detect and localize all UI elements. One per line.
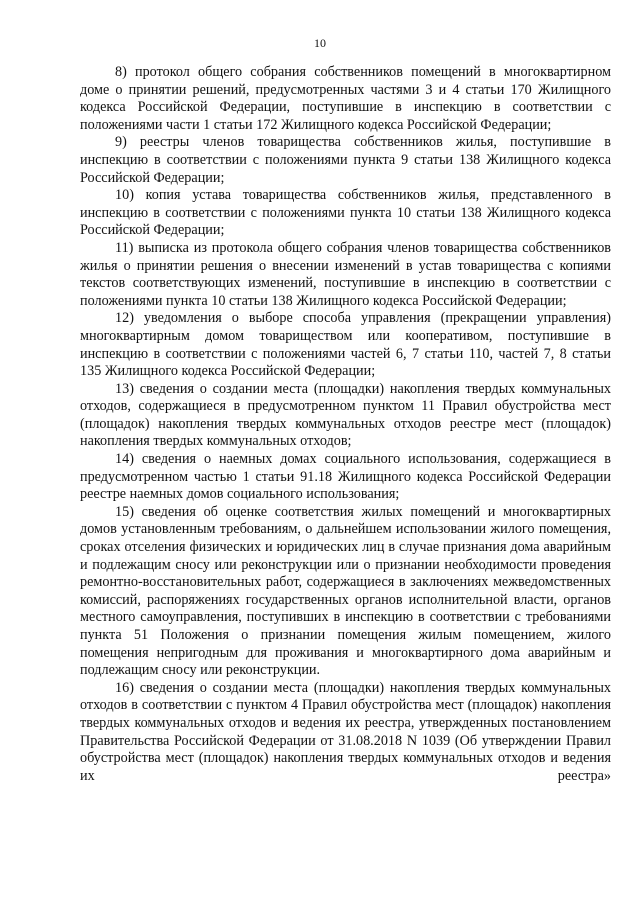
document-body bbox=[80, 64, 611, 785]
list-item-8: 8) протокол общего собрания собственников помещений в многоквартирном доме о принятии решений, предусмотренных частями 3 и 4 статьи 170 Жилищного кодекса Российской Федерации, поступившие в инспекцию в соответствии с положениями части 1 статьи 172 Жилищного кодекса Российской Федерации; bbox=[80, 64, 611, 133]
list-item-11: 11) выписка из протокола общего собрания членов товарищества собственников жилья о принятии решения о внесении изменений в устав товарищества с копиями текстов соответствующих изменений, поступившие в инспекцию в соответствии с положениями пункта 10 статьи 138 Жилищного кодекса Российской Федерации; bbox=[80, 239, 611, 309]
list-item-9: 9) реестры членов товарищества собственников жилья, поступившие в инспекцию в соответствии с положениями пункта 9 статьи 138 Жилищного кодекса Российской Федерации; bbox=[80, 134, 611, 186]
page-number: 10 bbox=[314, 36, 326, 50]
list-item-13: 13) сведения о создании места (площадки) накопления твердых коммунальных отходов, содержащиеся в предусмотренном пунктом 11 Правил обустройства мест (площадок) накопления твердых коммунальных отходов реестре мест (площадок) накопления твердых коммунальных отходов; bbox=[80, 380, 611, 450]
list-item-16: 16) сведения о создании места (площадки) накопления твердых коммунальных отходов в соответствии с пунктом 4 Правил обустройства мест (площадок) накопления твердых коммунальных отходов и ведения их реестра, утвержденных постановлением Правительства Российской Федерации от 31.08.2018 N 1039 (Об утверждении Правил обустройства мест (площадок) накопления твердых коммунальных отходов и ведения их реестра» bbox=[80, 679, 611, 784]
list-item-14: 14) сведения о наемных домах социального использования, содержащиеся в предусмотренном частью 1 статьи 91.18 Жилищного кодекса Российской Федерации реестре наемных домов социального использования; bbox=[80, 451, 611, 503]
list-item-10: 10) копия устава товарищества собственников жилья, представленного в инспекцию в соответствии с положениями пункта 10 статьи 138 Жилищного кодекса Российской Федерации; bbox=[80, 187, 611, 239]
list-item-15: 15) сведения об оценке соответствия жилых помещений и многоквартирных домов установленным требованиям, о дальнейшем использовании жилого помещения, сроках отселения физических и юридических лиц в случае признания дома аварийным и подлежащим сносу или реконструкции или о признании необходимости проведения ремонтно-восстановительных работ, содержащиеся в заключениях межведомственных комиссий, распоряжениях государственных органов исполнительной власти, органов местного самоуправления, поступивших в инспекцию в соответствии с требованиями пункта 51 Положения о признании помещения жилым помещением, жилого помещения непригодным для проживания и многоквартирного дома аварийным и подлежащим сносу или реконструкции. bbox=[80, 503, 611, 679]
list-item-12: 12) уведомления о выборе способа управления (прекращении управления) многоквартирным домом товариществом или кооперативом, поступившие в инспекцию в соответствии с положениями частей 6, 7 статьи 110, частей 7, 8 статьи 135 Жилищного кодекса Российской Федерации; bbox=[80, 310, 611, 380]
